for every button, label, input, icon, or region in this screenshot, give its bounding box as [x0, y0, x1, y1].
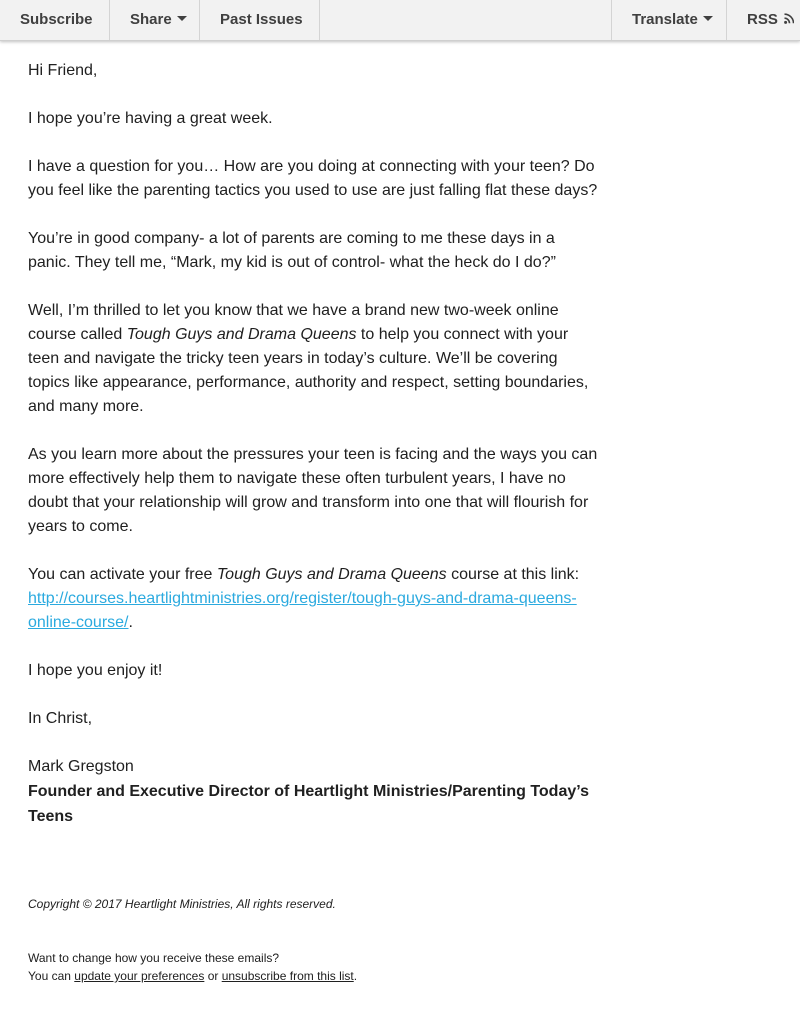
subscribe-label: Subscribe: [20, 11, 93, 28]
prefs-links-line: [28, 967, 598, 985]
signature: [28, 755, 598, 829]
preferences-notice: [28, 949, 598, 985]
text-run: You can: [28, 969, 75, 983]
course-link[interactable]: http://courses.heartlightministries.org/register/tough-guys-and-drama-queens-online-course/: [28, 590, 577, 631]
course-name: Tough Guys and Drama Queens: [216, 566, 447, 583]
nav-divider: [319, 0, 320, 40]
subscribe-link[interactable]: [20, 0, 93, 40]
text-run: .: [128, 614, 133, 631]
prefs-line: Want to change how you receive these emails?: [28, 951, 280, 965]
text-run: .: [353, 969, 358, 983]
past-issues-label: Past Issues: [220, 11, 303, 28]
signer-name: Mark Gregston: [28, 758, 134, 775]
past-issues-link[interactable]: [220, 0, 303, 40]
paragraph-course-announcement: [28, 299, 598, 419]
top-nav-bar: [0, 0, 800, 41]
text-run: to help you connect with your teen and navigate the tricky teen years in today’s culture. We’ll be covering topics like appearance, performance, authority and respect, setting boundaries, and many more.: [28, 326, 589, 415]
nav-divider: [726, 0, 727, 40]
paragraph-enjoy: I hope you enjoy it!: [28, 662, 163, 679]
unsubscribe-link[interactable]: unsubscribe from this list: [221, 969, 354, 983]
email-body: [28, 59, 598, 829]
nav-divider: [109, 0, 110, 40]
caret-down-icon: [177, 16, 187, 21]
rss-icon: [784, 13, 794, 24]
caret-down-icon: [703, 16, 713, 21]
signer-title: Founder and Executive Director of Heartlight Ministries/Parenting Today’s Teens: [28, 783, 589, 825]
text-run: Well, I’m thrilled to let you know that we have a brand new two-week online course called: [28, 302, 559, 343]
share-label: Share: [130, 11, 172, 28]
greeting: Hi Friend,: [28, 62, 98, 79]
copyright-notice: Copyright © 2017 Heartlight Ministries, All rights reserved.: [28, 897, 336, 911]
paragraph-activate: [28, 563, 598, 635]
text-run: You can activate your free: [28, 566, 217, 583]
rss-label: RSS: [747, 11, 778, 28]
paragraph-intro: I hope you’re having a great week.: [28, 110, 273, 127]
update-preferences-link[interactable]: update your preferences: [74, 969, 205, 983]
paragraph-good-company: You’re in good company- a lot of parents are coming to me these days in a panic. They tell me, “Mark, my kid is out of control- what the heck do I do?”: [28, 230, 556, 271]
nav-divider: [611, 0, 612, 40]
translate-dropdown[interactable]: [632, 0, 713, 40]
course-name: Tough Guys and Drama Queens: [126, 326, 357, 343]
paragraph-question: I have a question for you… How are you doing at connecting with your teen? Do you feel like the parenting tactics you used to use are just falling flat these days?: [28, 158, 598, 199]
translate-label: Translate: [632, 11, 698, 28]
text-run: course at this link:: [446, 566, 580, 583]
closing: In Christ,: [28, 710, 93, 727]
rss-link[interactable]: [747, 0, 794, 40]
paragraph-pressures: As you learn more about the pressures your teen is facing and the ways you can more effectively help them to navigate these often turbulent years, I have no doubt that your relationship will grow and transform into one that will flourish for years to come.: [28, 446, 598, 535]
share-dropdown[interactable]: [130, 0, 187, 40]
text-run: or: [204, 969, 222, 983]
nav-divider: [199, 0, 200, 40]
